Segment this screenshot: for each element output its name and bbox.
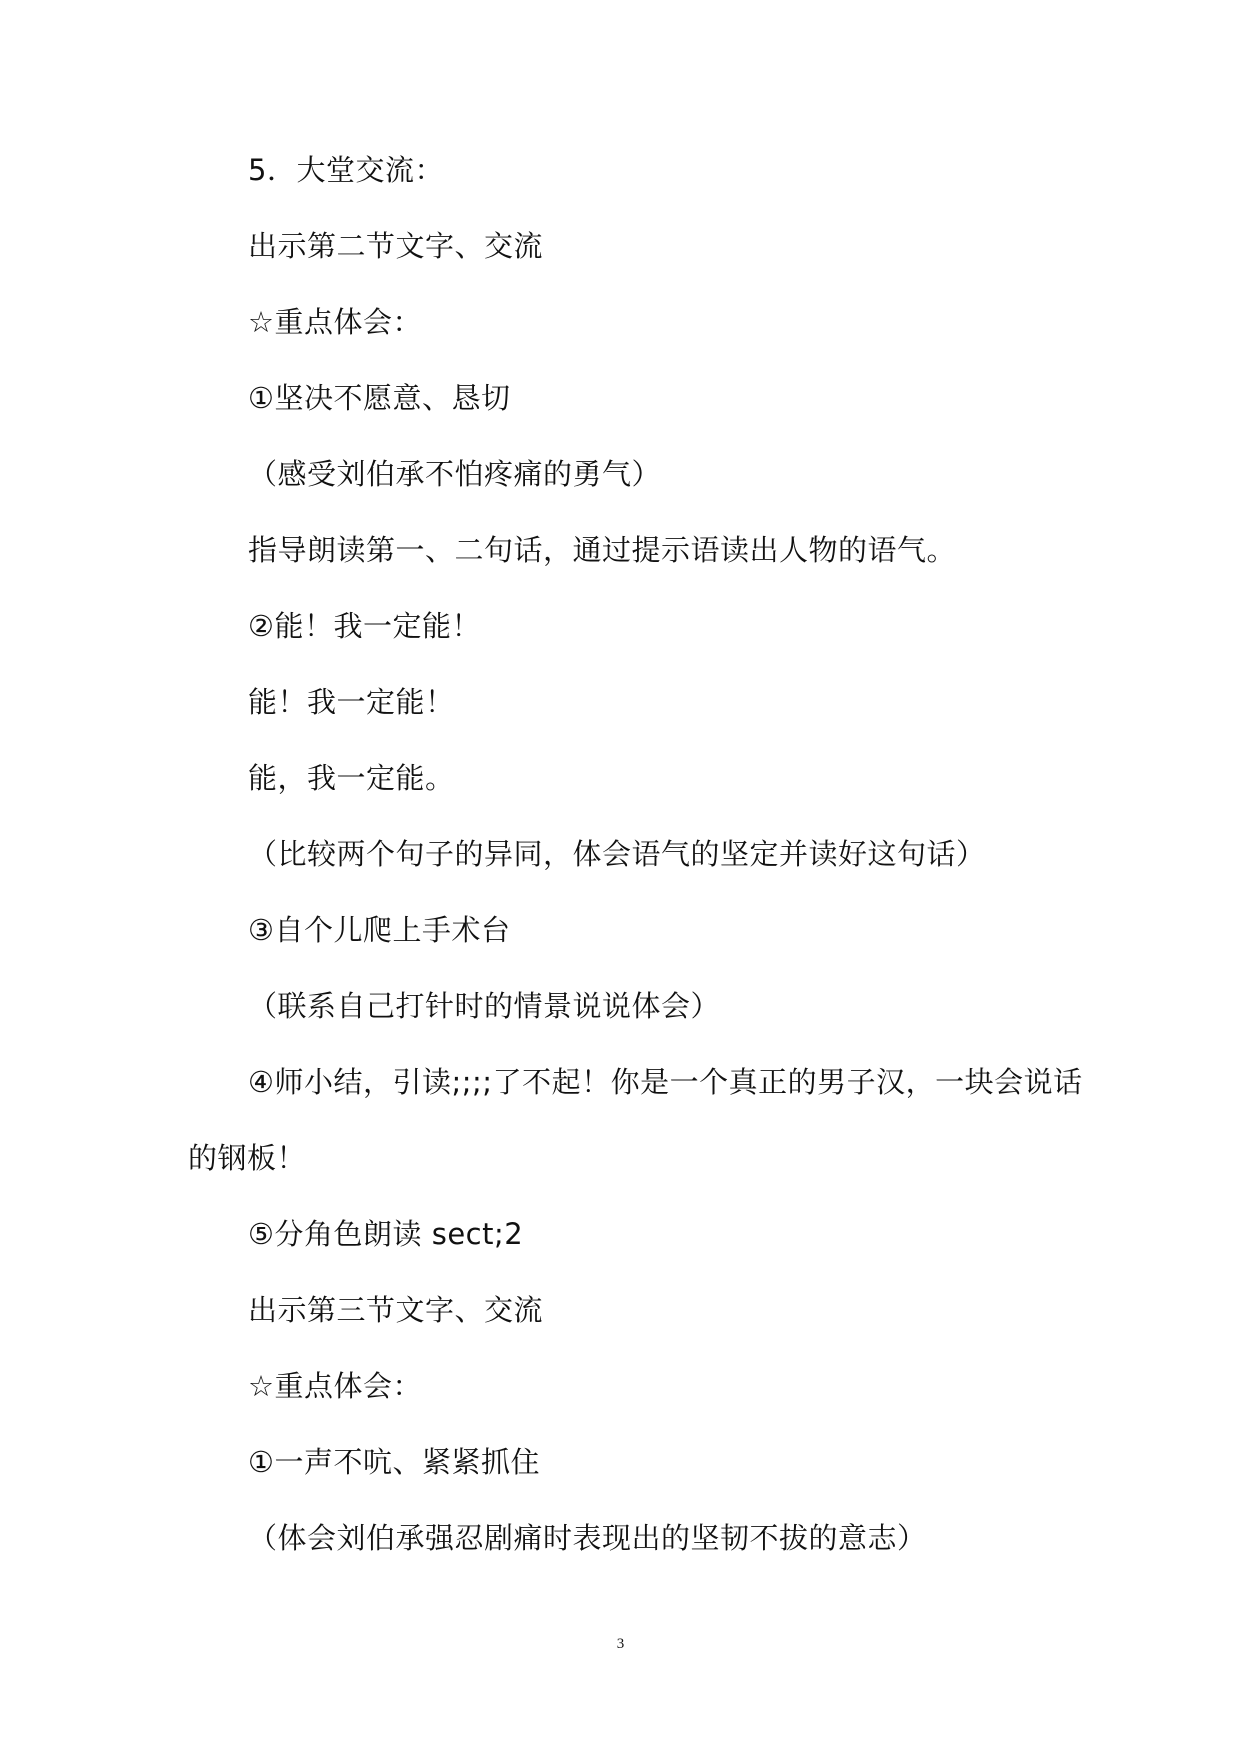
paragraph-line: ④师小结，引读;;;;了不起！你是一个真正的男子汉，一块会说话	[248, 1065, 1083, 1099]
paragraph-line: （体会刘伯承强忍剧痛时表现出的坚韧不拔的意志）	[248, 1521, 927, 1555]
paragraph-line: 出示第三节文字、交流	[248, 1293, 544, 1327]
paragraph-line: 能！我一定能！	[248, 685, 455, 719]
paragraph-line: （联系自己打针时的情景说说体会）	[248, 989, 721, 1023]
paragraph-line: ③自个儿爬上手术台	[248, 913, 511, 947]
page-number: 3	[616, 1636, 625, 1652]
paragraph-line: ②能！我一定能！	[248, 609, 481, 643]
paragraph-line: 指导朗读第一、二句话，通过提示语读出人物的语气。	[248, 533, 957, 567]
paragraph-line: ☆重点体会：	[248, 305, 422, 339]
paragraph-line: ①坚决不愿意、恳切	[248, 381, 511, 415]
paragraph-line: 出示第二节文字、交流	[248, 229, 544, 263]
paragraph-line: （比较两个句子的异同，体会语气的坚定并读好这句话）	[248, 837, 986, 871]
paragraph-heading-5: 5．大堂交流：	[248, 153, 444, 187]
paragraph-line: ⑤分角色朗读 sect;2	[248, 1217, 524, 1251]
paragraph-line-continuation: 的钢板！	[188, 1141, 307, 1175]
paragraph-line: ☆重点体会：	[248, 1369, 422, 1403]
paragraph-line: ①一声不吭、紧紧抓住	[248, 1445, 540, 1479]
paragraph-line: （感受刘伯承不怕疼痛的勇气）	[248, 457, 662, 491]
paragraph-line: 能，我一定能。	[248, 761, 455, 795]
